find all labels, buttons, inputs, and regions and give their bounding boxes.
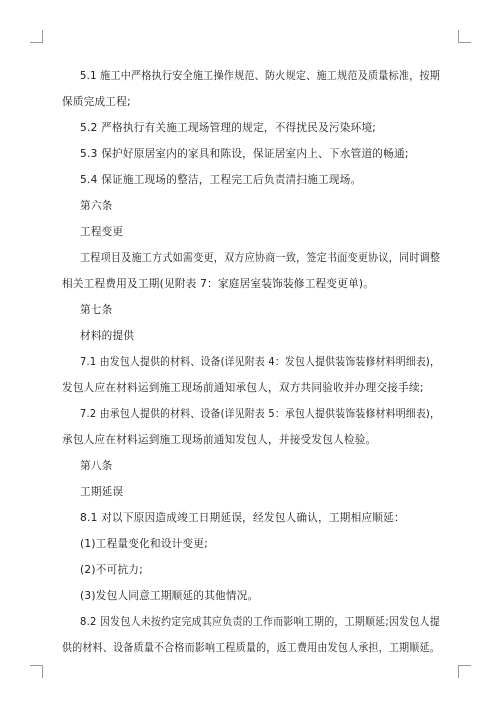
paragraph-5-2: 5.2 严格执行有关施工现场管理的规定，不得扰民及污染环境; [80,122,377,134]
paragraph-5-1-line-1: 5.1 施工中严格执行安全施工操作规范、防火规定、施工规范及质量标准，按期 [80,70,441,82]
article-7-title: 材料的提供 [80,330,135,342]
crop-mark-top-left [30,30,43,43]
article-6-title: 工程变更 [80,226,124,238]
paragraph-8-2-line-1: 8.2 因发包人未按约定完成其应负责的工作而影响工期的，工期顺延;因发包人提 [80,616,440,628]
crop-mark-bottom-right [458,665,471,678]
paragraph-5-1-line-2: 保质完成工程; [62,96,131,108]
paragraph-8-2-line-2: 供的材料、设备质量不合格而影响工程质量的，返工费用由发包人承担，工期顺延。 [62,642,440,654]
paragraph-5-3: 5.3 保护好原居室内的家具和陈设，保证居室内上、下水管道的畅通; [80,148,409,160]
crop-mark-bottom-left [30,665,43,678]
article-6-heading: 第六条 [80,200,113,212]
article-8-heading: 第八条 [80,460,113,472]
article-6-body-line-2: 相关工程费用及工期(见附表 7：家庭居室装饰装修工程变更单)。 [62,278,375,290]
list-item-2: (2)不可抗力; [80,564,143,576]
article-8-title: 工期延误 [80,486,124,498]
paragraph-7-2-line-1: 7.2 由承包人提供的材料、设备(详见附表 5：承包人提供装饰装修材料明细表)， [80,408,441,420]
crop-mark-top-right [458,30,471,43]
article-7-heading: 第七条 [80,304,113,316]
paragraph-8-1: 8.1 对以下原因造成竣工日期延误，经发包人确认，工期相应顺延： [80,512,405,524]
list-item-1: (1)工程量变化和设计变更; [80,538,209,550]
list-item-3: (3)发包人同意工期顺延的其他情况。 [80,590,259,602]
paragraph-7-1-line-2: 发包人应在材料运到施工现场前通知承包人，双方共同验收并办理交接手续; [62,382,424,394]
paragraph-5-4: 5.4 保证施工现场的整洁，工程完工后负责清扫施工现场。 [80,174,362,186]
paragraph-7-2-line-2: 承包人应在材料运到施工现场前通知发包人，并接受发包人检验。 [62,434,377,446]
paragraph-7-1-line-1: 7.1 由发包人提供的材料、设备(详见附表 4：发包人提供装饰装修材料明细表)， [80,356,441,368]
article-6-body-line-1: 工程项目及施工方式如需变更，双方应协商一致，签定书面变更协议，同时调整 [80,252,441,264]
